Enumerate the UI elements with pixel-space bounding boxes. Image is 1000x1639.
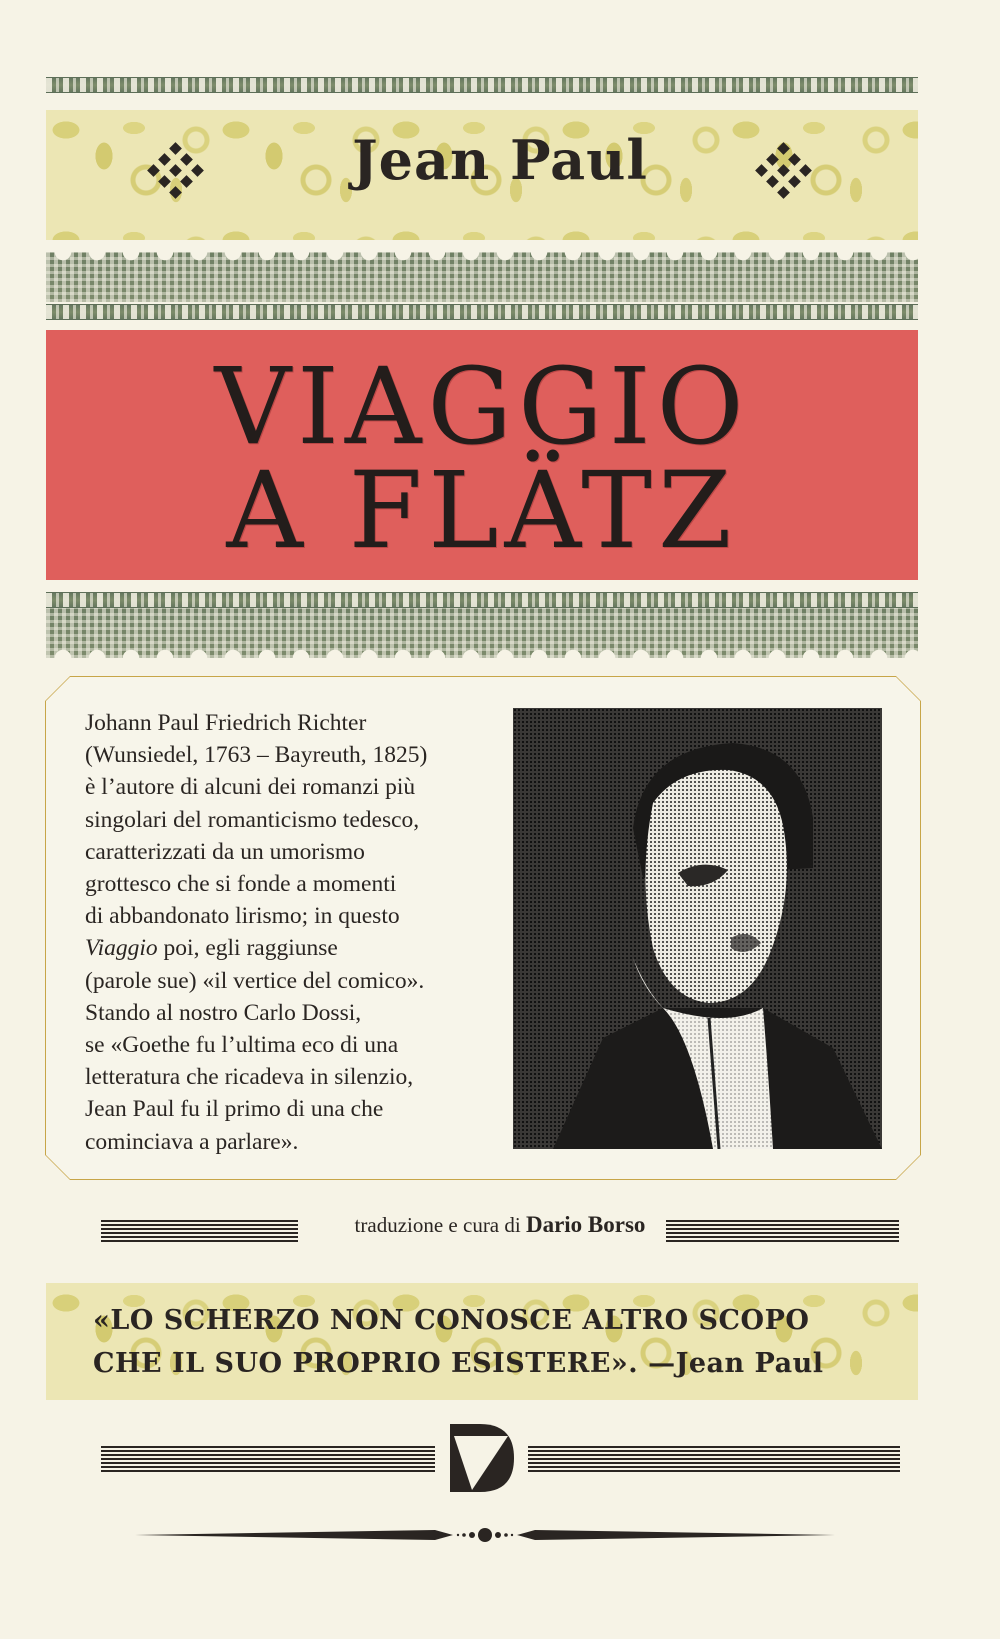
bio-line (85, 932, 505, 964)
diamond-ornament-right (756, 142, 812, 198)
logo-rule-left (101, 1446, 435, 1472)
bio-italic-title: Viaggio (85, 935, 158, 962)
upper-lace-band (46, 252, 918, 302)
publisher-d-logo-icon (450, 1424, 514, 1492)
portrait-figure-icon (513, 708, 882, 1149)
quote-line-2: CHE IL SUO PROPRIO ESISTERE». —Jean Paul (93, 1348, 824, 1379)
top-lace-border (46, 77, 918, 93)
bio-line: Jean Paul fu il primo di una che (85, 1096, 384, 1123)
bio-line: letteratura che ricadeva in silenzio, (85, 1064, 414, 1091)
title-line-2: A FLÄTZ (226, 449, 738, 572)
upper-lace-line (46, 304, 918, 320)
author-name: Jean Paul (352, 128, 648, 192)
bio-line: se «Goethe fu l’ultima eco di una (85, 1032, 399, 1059)
bottom-ornament (135, 1522, 835, 1548)
bio-line: (parole sue) «il vertice del comico». (85, 967, 425, 994)
publisher-logo (450, 1424, 514, 1492)
bio-line: Johann Paul Friedrich Richter (85, 710, 367, 736)
bio-line: (Wunsiedel, 1763 – Bayreuth, 1825) (85, 742, 428, 769)
lower-lace-line (46, 592, 918, 608)
flourish-divider-icon (135, 1522, 835, 1548)
bio-line: grottesco che si fonde a momenti (85, 871, 397, 898)
bio-line: singolari del romanticismo tedesco, (85, 806, 420, 833)
translator-name: Dario Borso (525, 1212, 646, 1237)
credit-prefix: traduzione e cura di (354, 1213, 521, 1237)
bio-line-text: poi, egli raggiunse (163, 935, 338, 962)
quote-floral-band (46, 1283, 918, 1400)
credit-rule-right (666, 1220, 899, 1242)
author-bio (85, 707, 505, 1158)
bio-line: di abbandonato lirismo; in questo (85, 903, 400, 930)
bio-line: caratterizzati da un umorismo (85, 838, 365, 865)
title-band (46, 330, 918, 580)
bio-line: Stando al nostro Carlo Dossi, (85, 999, 362, 1026)
logo-rule-right (528, 1446, 900, 1472)
bio-line: cominciava a parlare». (85, 1128, 299, 1155)
title-line-1: VIAGGIO (214, 345, 750, 468)
author-portrait (513, 708, 882, 1149)
quote-line-1: «LO SCHERZO NON CONOSCE ALTRO SCOPO (93, 1305, 810, 1336)
bio-line: è l’autore di alcuni dei romanzi più (85, 774, 416, 801)
lower-lace-band (46, 608, 918, 658)
